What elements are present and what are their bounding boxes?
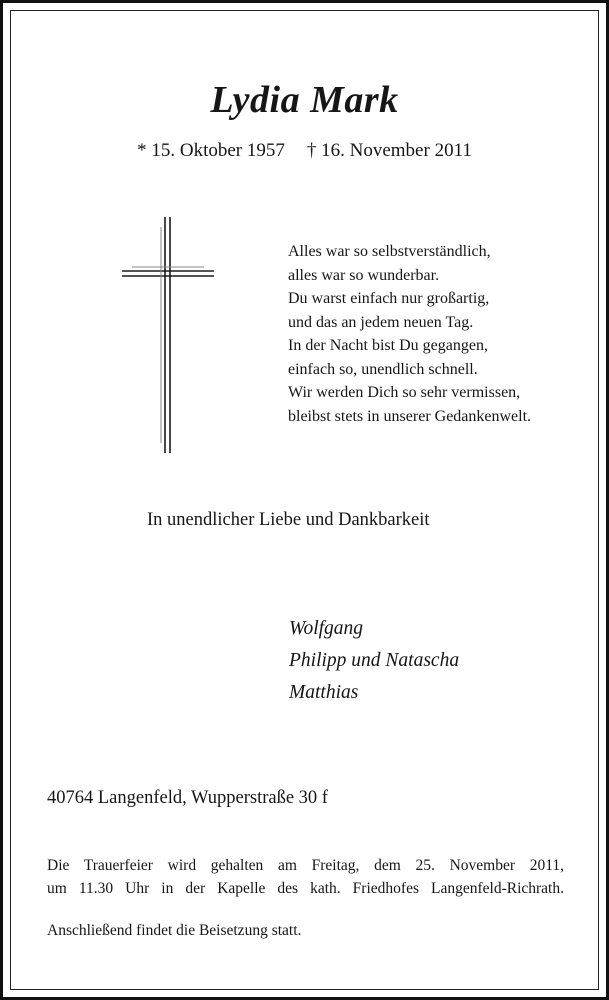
address: 40764 Langenfeld, Wupperstraße 30 f	[47, 788, 328, 808]
poem-line: und das an jedem neuen Tag.	[288, 313, 474, 331]
poem-line: Alles war so selbstverständlich,	[288, 243, 491, 260]
funeral-line: Die Trauerfeier wird gehalten am Freitag, dem 25. November 2011,	[47, 857, 564, 874]
mourner-name: Wolfgang	[289, 618, 364, 639]
burial-note: Anschließend findet die Beisetzung statt.	[47, 922, 302, 939]
funeral-line: um 11.30 Uhr in der Kapelle des kath. Friedhofes Langenfeld-Richrath.	[47, 879, 564, 897]
latin-cross-icon	[120, 215, 216, 455]
birth-date: * 15. Oktober 1957	[137, 140, 285, 161]
poem	[288, 240, 531, 428]
mourner-name: Philipp und Natascha	[289, 650, 460, 671]
mourners-list	[289, 613, 459, 709]
poem-line: Wir werden Dich so sehr vermissen,	[288, 384, 521, 401]
life-dates	[0, 140, 609, 162]
mourner-name: Matthias	[289, 682, 359, 703]
funeral-details	[47, 855, 564, 900]
deceased-name: Lydia Mark	[210, 79, 399, 121]
dedication: In unendlicher Liebe und Dankbarkeit	[147, 510, 430, 530]
death-date: † 16. November 2011	[306, 140, 472, 161]
poem-line: In der Nacht bist Du gegangen,	[288, 337, 488, 354]
poem-line: alles war so wunderbar.	[288, 266, 440, 284]
poem-line: bleibst stets in unserer Gedankenwelt.	[288, 407, 532, 425]
poem-line: Du warst einfach nur großartig,	[288, 290, 490, 307]
poem-line: einfach so, unendlich schnell.	[288, 360, 478, 378]
